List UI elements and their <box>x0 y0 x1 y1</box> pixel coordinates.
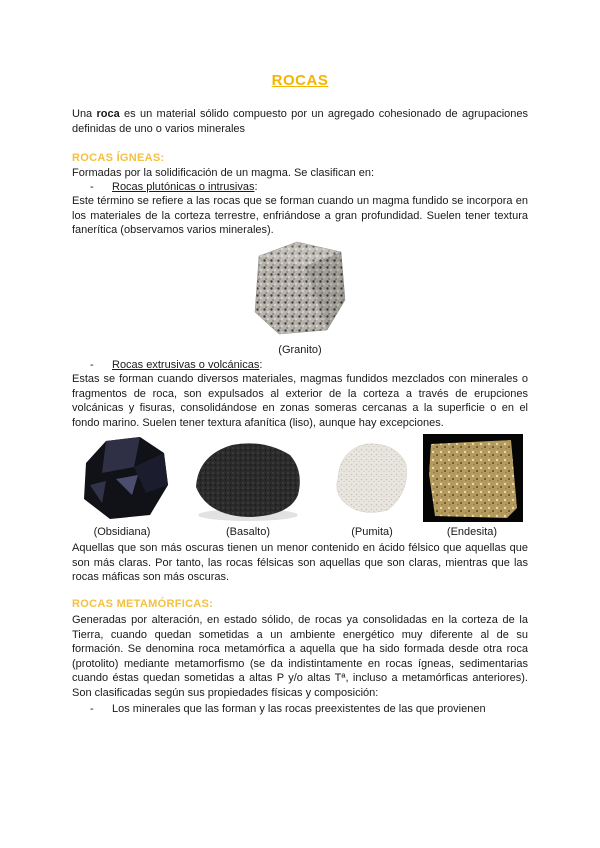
pumita-caption: (Pumita) <box>351 526 393 538</box>
bullet-extrusivas-label: Rocas extrusivas o volcánicas <box>112 359 260 371</box>
igneas-heading: ROCAS ÍGNEAS: <box>72 152 165 164</box>
bullet-extrusivas: - Rocas extrusivas o volcánicas: <box>90 359 263 371</box>
metamorficas-heading: ROCAS METAMÓRFICAS: <box>72 598 214 610</box>
granito-caption: (Granito) <box>278 344 322 356</box>
bullet-minerales-label: Los minerales que las forman y las rocas preexistentes de las que provienen <box>112 703 486 715</box>
endesita-image <box>423 434 523 522</box>
granito-image <box>249 238 351 338</box>
intro-paragraph <box>72 107 528 136</box>
igneas-lead: Formadas por la solidificación de un magma. Se clasifican en: <box>72 167 375 179</box>
pumita-image <box>330 438 412 518</box>
obsidiana-caption: (Obsidiana) <box>93 526 151 538</box>
intro-text-post: es un material sólido compuesto por un agregado cohesionado de agrupaciones definidas de uno o varios minerales <box>72 108 528 135</box>
bullet-extrusivas-suffix: : <box>259 359 263 371</box>
page-title: ROCAS <box>271 72 329 89</box>
metamorficas-paragraph: Generadas por alteración, en estado sólido, de rocas ya consolidadas en la corteza de la Tierra, cuando quedan sometidas a un ambiente energético muy diferente al de su formación. Se denomina roca metamórfica a aquella que ha sido formada desde otra roca (protolito) mediante metamorfismo (se da indistintamente en rocas ígneas, sedimentarias cuando éstas quedan sometidas a altas P y/o altas Tª, incluso a metamórficas anteriores). Son clasificadas según sus propiedades físicas y composición: <box>72 614 528 699</box>
bullet-plutonicas-label: Rocas plutónicas o intrusivas <box>112 181 255 193</box>
bullet-plutonicas: - Rocas plutónicas o intrusivas: <box>90 181 258 193</box>
basalto-caption: (Basalto) <box>225 526 271 538</box>
bullet-plutonicas-suffix: : <box>254 181 258 193</box>
felsicas-paragraph: Aquellas que son más oscuras tienen un menor contenido en ácido félsico que aquellas que son más claras. Por tanto, las rocas félsicas son aquellas que son claras, mientras que las rocas máficas son más oscuras. <box>72 542 528 583</box>
bullet-minerales: - Los minerales que las forman y las rocas preexistentes de las que provienen <box>90 703 486 715</box>
endesita-caption: (Endesita) <box>446 526 498 538</box>
obsidiana-image <box>76 433 172 523</box>
intro-bold-term: roca <box>96 108 120 120</box>
intro-text-pre: Una <box>72 108 97 120</box>
extrusivas-paragraph: Estas se forman cuando diversos materiales, magmas fundidos mezclados con minerales o fragmentos de roca, son expulsados al exterior de la corteza a través de erupciones volcánicas y fisuras, consolidándose en zonas someras cercanas a la superficie o en el fondo marino. Suelen tener textura afanítica (liso), aunque hay excepciones. <box>72 373 528 429</box>
basalto-image <box>192 437 304 523</box>
plutonicas-paragraph: Este término se refiere a las rocas que se forman cuando un magma fundido se incorpora en los materiales de la corteza terrestre, enfriándose a gran profundidad. Suelen tener textura fanerítica (observamos varios minerales). <box>72 195 528 236</box>
